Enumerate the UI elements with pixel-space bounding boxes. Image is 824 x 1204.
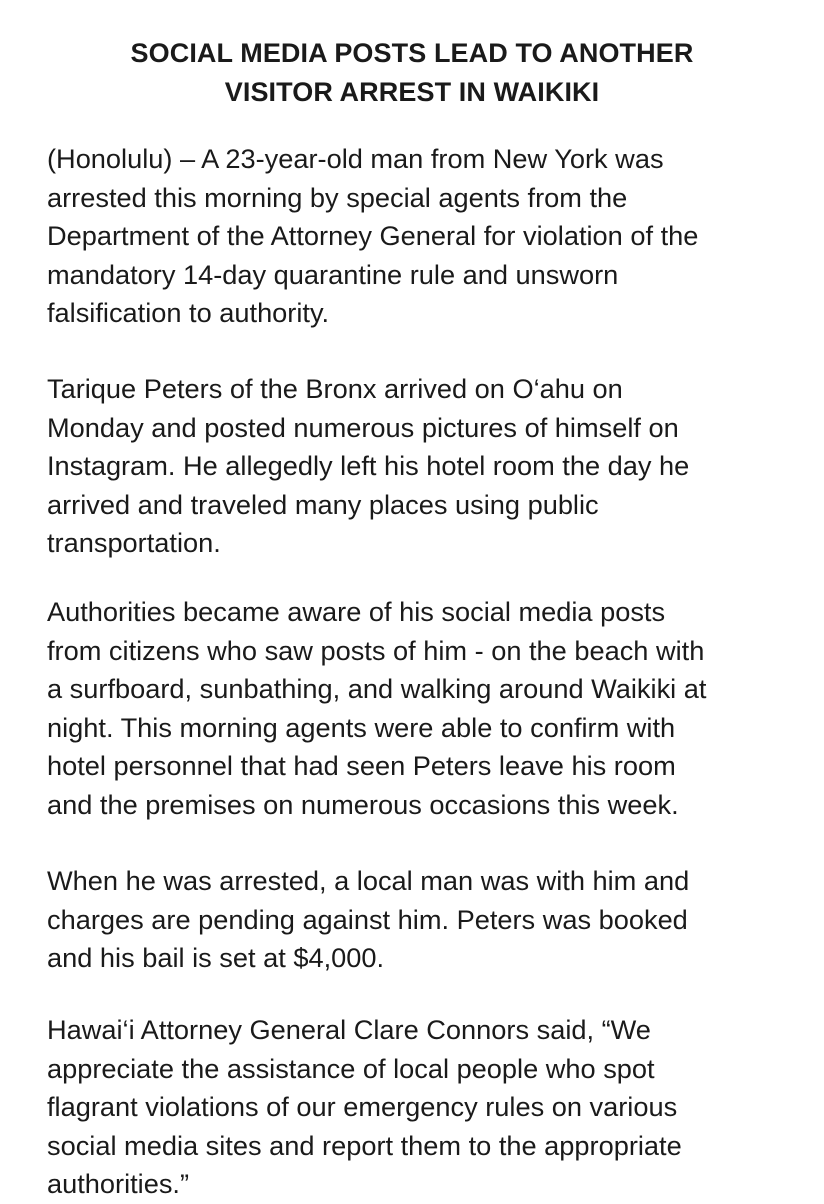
paragraph-line: hotel personnel that had seen Peters leave his room — [47, 750, 676, 781]
paragraph-line: When he was arrested, a local man was with him and — [47, 865, 690, 896]
paragraph-line: appreciate the assistance of local people who spot — [47, 1052, 655, 1084]
paragraph-line: transportation. — [47, 527, 221, 558]
paragraph-line: mandatory 14-day quarantine rule and unsworn — [47, 258, 619, 290]
paragraph-line: a surfboard, sunbathing, and walking around Waikiki at — [47, 673, 707, 704]
paragraph-line: Authorities became aware of his social media posts — [47, 596, 666, 627]
paragraph-line: falsification to authority. — [47, 297, 330, 328]
paragraph-line: night. This morning agents were able to confirm with — [47, 711, 676, 743]
paragraph-line: Hawai‘i Attorney General Clare Connors said, “We — [47, 1014, 651, 1045]
paragraph-line: Department of the Attorney General for violation of the — [47, 220, 699, 251]
headline-line: SOCIAL MEDIA POSTS LEAD TO ANOTHER — [130, 38, 694, 68]
paragraph-arrival — [47, 370, 787, 563]
paragraph-authorities — [47, 593, 787, 824]
paragraph-line: charges are pending against him. Peters was booked — [47, 903, 688, 935]
paragraph-line: (Honolulu) – A 23-year-old man from New York was — [47, 143, 664, 174]
paragraph-line: social media sites and report them to the appropriate — [47, 1129, 682, 1161]
headline — [60, 34, 764, 112]
paragraph-line: and the premises on numerous occasions this week. — [47, 788, 679, 820]
paragraph-line: and his bail is set at $4,000. — [47, 942, 385, 973]
paragraph-arrest — [47, 862, 787, 978]
headline-line: VISITOR ARREST IN WAIKIKI — [224, 77, 600, 107]
paragraph-line: from citizens who saw posts of him - on the beach with — [47, 634, 705, 666]
paragraph-quote — [47, 1011, 787, 1204]
paragraph-line: Monday and posted numerous pictures of himself on — [47, 411, 679, 443]
paragraph-intro — [47, 140, 787, 333]
paragraph-line: Instagram. He allegedly left his hotel room the day he — [47, 450, 690, 481]
paragraph-line: arrived and traveled many places using public — [47, 488, 599, 520]
paragraph-line: arrested this morning by special agents from the — [47, 181, 628, 213]
paragraph-line: authorities.” — [47, 1168, 190, 1199]
paragraph-line: flagrant violations of our emergency rules on various — [47, 1091, 678, 1122]
paragraph-line: Tarique Peters of the Bronx arrived on O‘ahu on — [47, 373, 623, 404]
